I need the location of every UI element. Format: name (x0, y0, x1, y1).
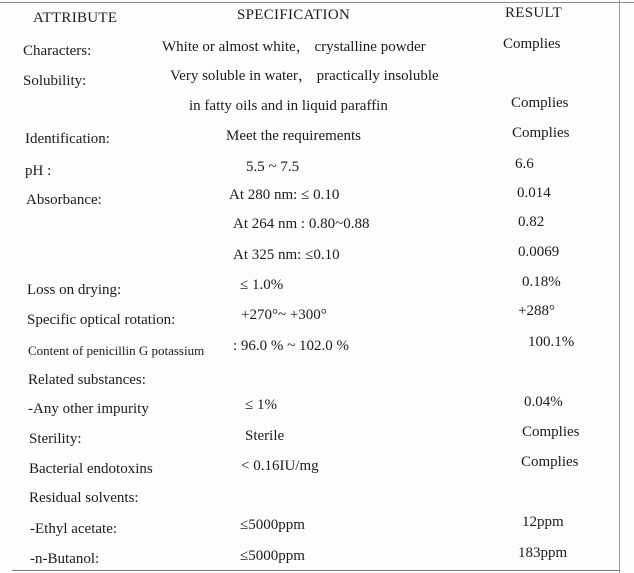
row-specification: in fatty oils and in liquid paraffin (189, 98, 388, 114)
row-result: 12ppm (522, 514, 564, 530)
row-attribute: -n-Butanol: (30, 551, 100, 567)
row-attribute: Solubility: (23, 73, 87, 89)
row-attribute: Related substances: (28, 372, 146, 388)
row-specification: Very soluble in water， practically insoluble (170, 68, 439, 84)
row-specification: White or almost white， crystalline powder (162, 39, 426, 55)
row-specification: At 264 nm : 0.80~0.88 (233, 216, 370, 232)
row-result: Complies (511, 95, 569, 111)
row-specification: : 96.0 % ~ 102.0 % (233, 338, 350, 354)
row-specification: Sterile (245, 428, 285, 444)
row-specification: At 280 nm: ≤ 0.10 (229, 187, 340, 203)
row-attribute: Identification: (25, 131, 110, 147)
row-result: 100.1% (528, 334, 575, 350)
row-result: +288° (518, 303, 555, 319)
row-specification: At 325 nm: ≤0.10 (233, 247, 340, 263)
row-attribute: Residual solvents: (29, 490, 139, 506)
header-result: RESULT (505, 5, 563, 21)
row-result: 0.0069 (518, 244, 560, 260)
row-result: 0.04% (524, 394, 563, 410)
row-result: 0.18% (522, 274, 561, 290)
row-attribute: -Ethyl acetate: (30, 521, 118, 537)
row-attribute: Characters: (23, 43, 92, 59)
row-attribute: Loss on drying: (27, 282, 122, 298)
row-result: 0.014 (517, 185, 551, 201)
row-result: Complies (512, 125, 570, 141)
header-attribute: ATTRIBUTE (33, 10, 118, 26)
row-specification: ≤ 1.0% (240, 277, 284, 293)
row-attribute: pH : (25, 163, 52, 179)
row-specification: < 0.16IU/mg (241, 458, 319, 474)
row-specification: ≤ 1% (245, 397, 277, 413)
row-attribute: Absorbance: (26, 192, 102, 208)
row-attribute: Sterility: (29, 431, 82, 447)
row-specification: ≤5000ppm (240, 517, 305, 533)
row-attribute: -Any other impurity (28, 401, 149, 417)
row-result: 6.6 (515, 156, 534, 172)
row-result: 183ppm (518, 545, 568, 561)
row-result: Complies (503, 36, 561, 52)
row-specification: Meet the requirements (226, 128, 361, 144)
row-result: 0.82 (518, 214, 545, 230)
row-result: Complies (522, 424, 580, 440)
row-attribute: Bacterial endotoxins (29, 461, 153, 477)
header-specification: SPECIFICATION (237, 7, 351, 23)
row-specification: 5.5 ~ 7.5 (246, 159, 300, 175)
row-attribute: Content of penicillin G potassium (28, 343, 205, 358)
row-specification: ≤5000ppm (240, 548, 305, 564)
row-attribute: Specific optical rotation: (27, 312, 176, 328)
row-result: Complies (521, 454, 579, 470)
row-specification: +270°~ +300° (241, 307, 327, 323)
